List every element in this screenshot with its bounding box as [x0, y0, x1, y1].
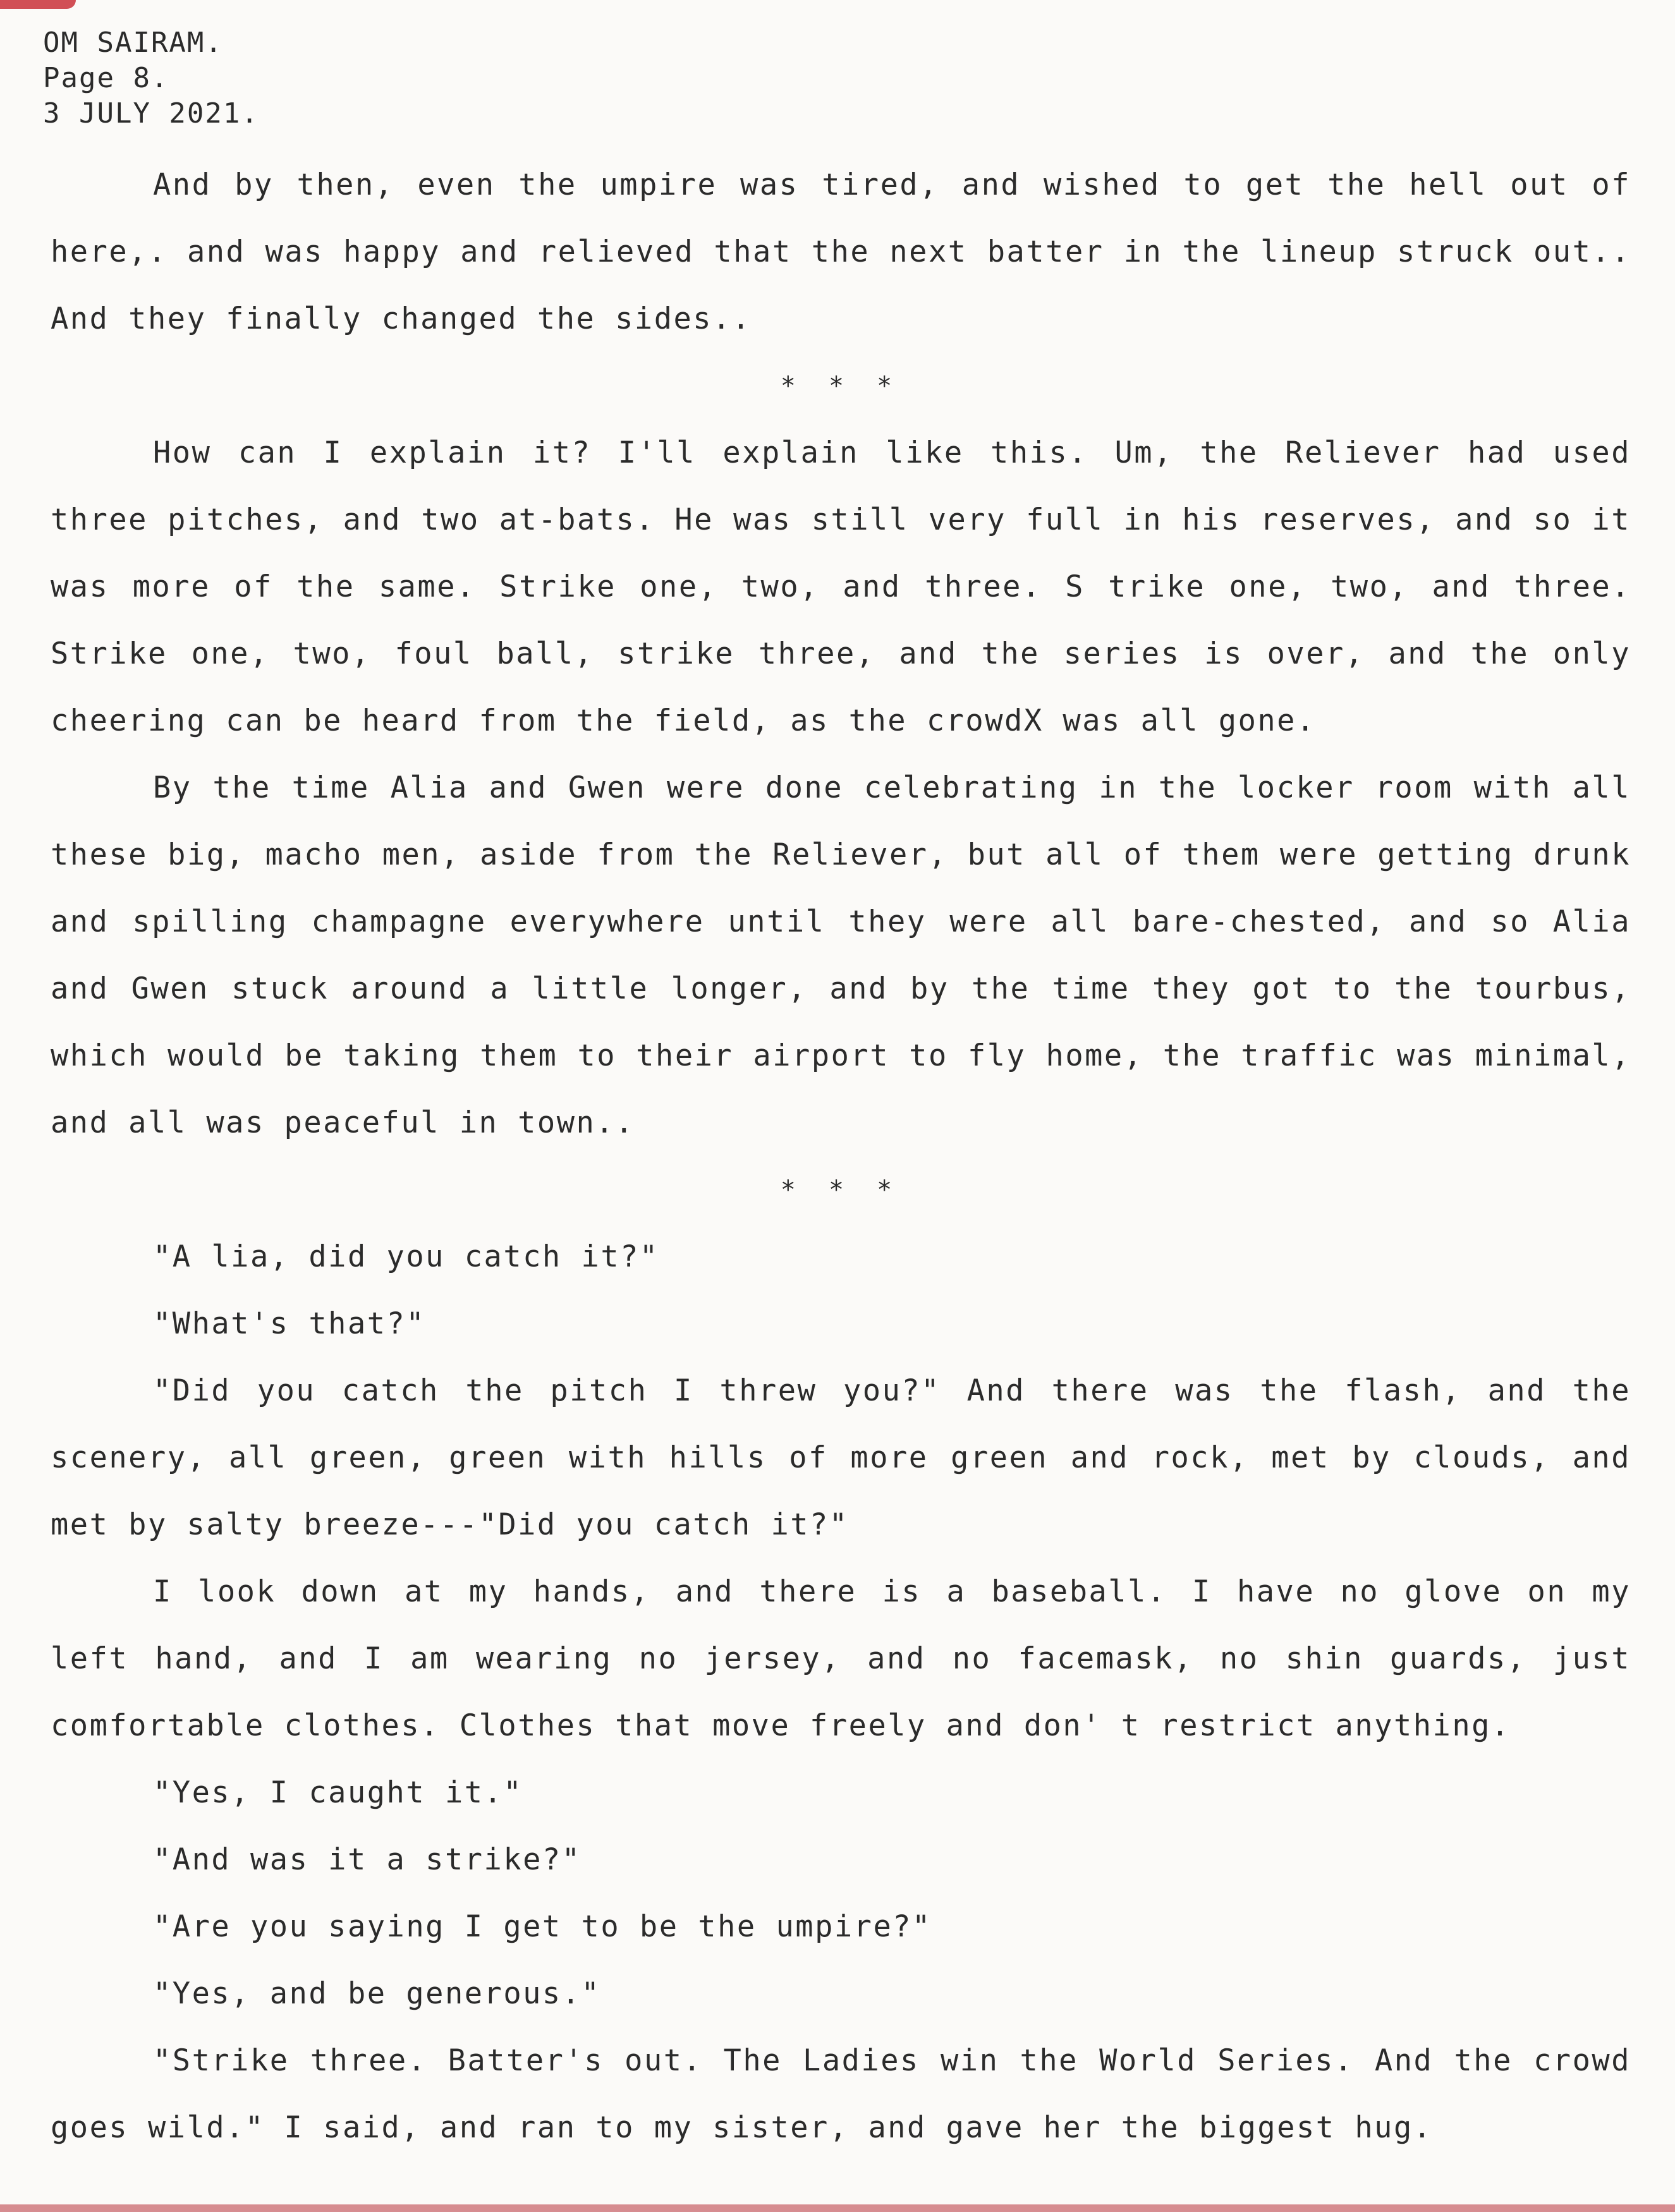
paragraph-umpire: And by then, even the umpire was tired, and wished to get the hell out of here,. and was happy and relieved that the next batter in the lineup struck out.. And they finally changed the sides..: [51, 167, 1631, 336]
header-date: 3 JULY 2021.: [43, 97, 259, 130]
page-header: [43, 25, 259, 131]
paragraph-ending: "Strike three. Batter's out. The Ladies win the World Series. And the crowd goes wild." I said, and ran to my sister, and gave her the biggest hug.: [51, 2043, 1631, 2145]
paragraph-baseball: I look down at my hands, and there is a baseball. I have no glove on my left hand, and I am wearing no jersey, and no facemask, no shin guards, just comfortable clothes. Clothes that move freely and don' t restrict anything.: [51, 1574, 1631, 1743]
dialogue-line: "A lia, did you catch it?": [153, 1239, 659, 1274]
dialogue-line: "What's that?": [153, 1306, 426, 1341]
dialogue-line: "Yes, I caught it.": [153, 1775, 523, 1810]
paragraph-pitch: "Did you catch the pitch I threw you?" And there was the flash, and the scenery, all green, green with hills of more green and rock, met by clouds, and met by salty breeze---"Did you catch it?": [51, 1373, 1631, 1542]
paragraph-reliever: How can I explain it? I'll explain like this. Um, the Reliever had used three pitches, and two at-bats. He was still very full in his reserves, and so it was more of the same. Strike one, two, and three. S trike one, two, and three. Strike one, two, foul ball, strike three, and the series is over, and the only cheering can be heard from the field, as the crowdX was all gone.: [51, 435, 1631, 738]
manuscript-body: [51, 152, 1631, 2161]
dialogue-line: "And was it a strike?": [153, 1842, 582, 1877]
section-separator: * * *: [780, 372, 901, 401]
section-separator: * * *: [780, 1176, 901, 1205]
header-page-number: Page 8.: [43, 62, 169, 94]
paragraph-celebration: By the time Alia and Gwen were done celebrating in the locker room with all these big, macho men, aside from the Reliever, but all of them were getting drunk and spilling champagne everywhere until they were all bare-chested, and so Alia and Gwen stuck around a little longer, and by the time they got to the tourbus, which would be taking them to their airport to fly home, the traffic was minimal, and all was peaceful in town..: [51, 770, 1631, 1140]
paper-edge-mark: [0, 0, 76, 9]
header-author: OM SAIRAM.: [43, 27, 223, 59]
dialogue-line: "Are you saying I get to be the umpire?": [153, 1909, 932, 1944]
paper-bottom-edge: [0, 2204, 1675, 2212]
dialogue-line: "Yes, and be generous.": [153, 1976, 601, 2011]
